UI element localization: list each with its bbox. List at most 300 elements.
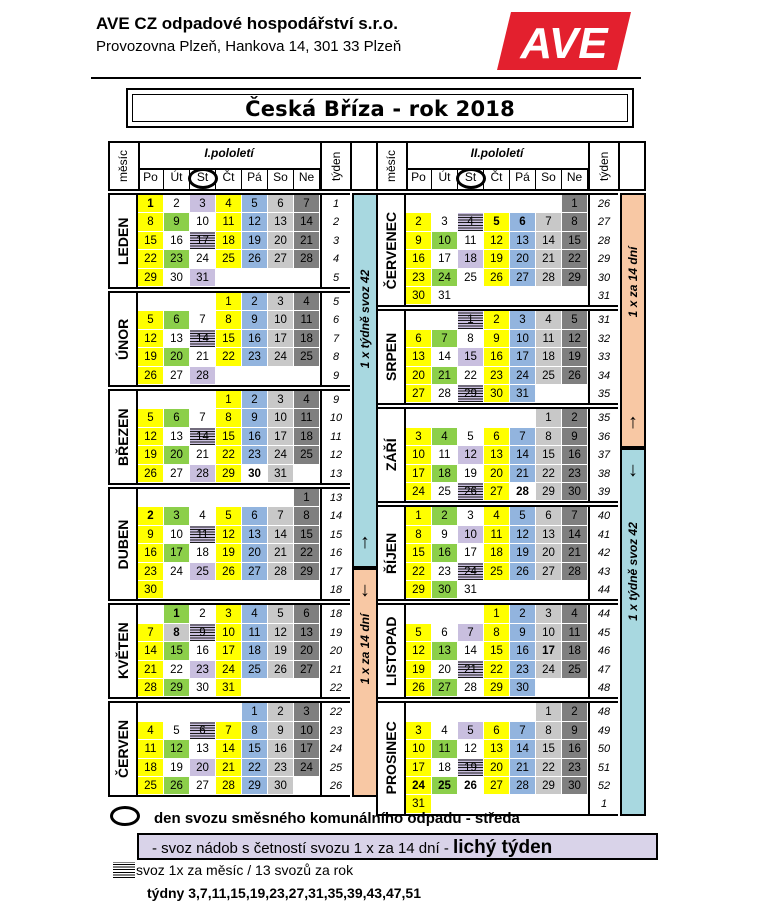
day-cell: 12 xyxy=(510,526,536,544)
day-cell: 26 xyxy=(216,563,242,581)
day-cell: 28 xyxy=(510,483,536,501)
day-cell: 21 xyxy=(458,661,484,679)
day-cell: 11 xyxy=(242,624,268,642)
day-cell: 4 xyxy=(458,213,484,231)
day-cell: 31 xyxy=(268,465,294,483)
day-cell: 15 xyxy=(294,526,320,544)
day-cell: 23 xyxy=(242,348,268,366)
wednesday-ring xyxy=(456,168,486,189)
month-name: LEDEN xyxy=(115,217,131,265)
day-header-6: So xyxy=(268,169,294,189)
week-number: 32 xyxy=(588,330,618,348)
week-number: 41 xyxy=(588,526,618,544)
day-cell: 16 xyxy=(510,642,536,660)
day-cell: 5 xyxy=(562,311,588,329)
day-cell: 17 xyxy=(406,759,432,777)
week-number: 36 xyxy=(588,428,618,446)
day-cell: 4 xyxy=(242,605,268,623)
day-cell: 17 xyxy=(406,465,432,483)
day-cell: 7 xyxy=(268,507,294,525)
frequency-band-label: 1 x týdně svoz 42 xyxy=(626,522,640,622)
day-cell: 22 xyxy=(458,367,484,385)
week-column-header: týden xyxy=(329,151,343,181)
day-cell: 15 xyxy=(484,642,510,660)
day-cell: 26 xyxy=(138,465,164,483)
day-cell: 10 xyxy=(406,740,432,758)
day-cell: 22 xyxy=(242,759,268,777)
day-cell: 7 xyxy=(294,195,320,213)
week-number: 6 xyxy=(320,311,350,329)
month-name: BŘEZEN xyxy=(115,408,131,466)
day-cell: 3 xyxy=(294,703,320,721)
month-column-header: měsíc xyxy=(384,150,398,183)
day-cell: 3 xyxy=(164,507,190,525)
day-cell: 25 xyxy=(138,777,164,795)
day-cell: 3 xyxy=(458,507,484,525)
day-cell: 8 xyxy=(294,507,320,525)
day-cell: 7 xyxy=(562,507,588,525)
day-cell: 27 xyxy=(432,679,458,697)
week-number: 18 xyxy=(320,581,350,599)
frequency-arrow-icon: ↓ xyxy=(360,578,370,601)
day-cell: 18 xyxy=(138,759,164,777)
frequency-band-label: 1 x za 14 dní xyxy=(358,613,372,685)
week-column-header: týden xyxy=(597,151,611,181)
frequency-arrow-icon: ↑ xyxy=(360,530,370,553)
day-cell: 20 xyxy=(164,446,190,464)
day-cell: 10 xyxy=(294,722,320,740)
empty-cell xyxy=(242,581,268,599)
week-number: 7 xyxy=(320,330,350,348)
empty-cell xyxy=(138,293,164,311)
empty-cell xyxy=(406,703,432,721)
week-number: 52 xyxy=(588,777,618,795)
week-number: 35 xyxy=(588,385,618,403)
day-cell: 21 xyxy=(190,348,216,366)
day-cell: 8 xyxy=(536,722,562,740)
day-cell: 6 xyxy=(242,507,268,525)
day-cell: 26 xyxy=(458,777,484,795)
empty-cell xyxy=(216,581,242,599)
day-cell: 14 xyxy=(294,213,320,231)
day-cell: 28 xyxy=(190,367,216,385)
day-cell: 24 xyxy=(294,759,320,777)
day-cell: 30 xyxy=(562,777,588,795)
day-cell: 27 xyxy=(294,661,320,679)
empty-cell xyxy=(458,409,484,427)
day-cell: 10 xyxy=(164,526,190,544)
day-cell: 21 xyxy=(562,544,588,562)
day-cell: 16 xyxy=(268,740,294,758)
week-number: 15 xyxy=(320,526,350,544)
day-cell: 5 xyxy=(406,624,432,642)
day-cell: 28 xyxy=(268,563,294,581)
day-cell: 24 xyxy=(268,348,294,366)
day-cell: 8 xyxy=(216,311,242,329)
day-cell: 13 xyxy=(484,740,510,758)
day-cell: 22 xyxy=(164,661,190,679)
day-cell: 3 xyxy=(432,213,458,231)
day-cell: 12 xyxy=(406,642,432,660)
day-cell: 6 xyxy=(432,624,458,642)
week-number: 48 xyxy=(588,703,618,721)
day-cell: 16 xyxy=(138,544,164,562)
day-cell: 24 xyxy=(406,483,432,501)
week-number: 29 xyxy=(588,250,618,268)
day-cell: 5 xyxy=(164,722,190,740)
day-cell: 27 xyxy=(242,563,268,581)
day-cell: 19 xyxy=(164,759,190,777)
empty-cell xyxy=(406,605,432,623)
day-cell: 7 xyxy=(138,624,164,642)
empty-cell xyxy=(458,703,484,721)
day-cell: 13 xyxy=(164,428,190,446)
day-cell: 18 xyxy=(484,544,510,562)
week-number: 51 xyxy=(588,759,618,777)
day-cell: 3 xyxy=(510,311,536,329)
empty-cell xyxy=(268,489,294,507)
day-cell: 4 xyxy=(432,428,458,446)
day-cell: 18 xyxy=(562,642,588,660)
day-cell: 11 xyxy=(484,526,510,544)
frequency-band-label: 1 x týdně svoz 42 xyxy=(358,269,372,369)
day-cell: 20 xyxy=(164,348,190,366)
day-cell: 20 xyxy=(268,232,294,250)
day-cell: 4 xyxy=(432,722,458,740)
day-cell: 9 xyxy=(242,409,268,427)
day-cell: 12 xyxy=(562,330,588,348)
empty-cell xyxy=(138,605,164,623)
day-cell: 21 xyxy=(138,661,164,679)
day-cell: 31 xyxy=(432,287,458,305)
day-cell: 21 xyxy=(510,465,536,483)
day-cell: 23 xyxy=(562,759,588,777)
day-cell: 22 xyxy=(406,563,432,581)
day-cell: 25 xyxy=(216,250,242,268)
day-cell: 16 xyxy=(432,544,458,562)
week-number: 37 xyxy=(588,446,618,464)
day-cell: 2 xyxy=(562,703,588,721)
day-cell: 3 xyxy=(268,391,294,409)
day-cell: 1 xyxy=(216,293,242,311)
week-number: 27 xyxy=(588,213,618,231)
week-number: 8 xyxy=(320,348,350,366)
day-cell: 17 xyxy=(294,740,320,758)
day-cell: 8 xyxy=(138,213,164,231)
day-cell: 9 xyxy=(484,330,510,348)
day-cell: 17 xyxy=(268,428,294,446)
day-cell: 27 xyxy=(510,269,536,287)
day-cell: 5 xyxy=(242,195,268,213)
day-cell: 3 xyxy=(190,195,216,213)
day-cell: 29 xyxy=(536,777,562,795)
day-cell: 25 xyxy=(242,661,268,679)
day-cell: 12 xyxy=(458,740,484,758)
month-name: ŘÍJEN xyxy=(383,532,399,575)
day-cell: 8 xyxy=(164,624,190,642)
month-name: SRPEN xyxy=(383,333,399,382)
empty-cell xyxy=(242,679,268,697)
day-cell: 1 xyxy=(562,195,588,213)
day-cell: 20 xyxy=(242,544,268,562)
day-cell: 30 xyxy=(268,777,294,795)
empty-cell xyxy=(190,293,216,311)
week-number: 22 xyxy=(320,703,350,721)
day-cell: 6 xyxy=(164,409,190,427)
day-cell: 22 xyxy=(216,348,242,366)
day-cell: 15 xyxy=(164,642,190,660)
empty-cell xyxy=(562,287,588,305)
day-cell: 21 xyxy=(432,367,458,385)
week-number: 13 xyxy=(320,489,350,507)
empty-cell xyxy=(510,409,536,427)
day-cell: 3 xyxy=(406,428,432,446)
day-cell: 4 xyxy=(294,293,320,311)
day-cell: 7 xyxy=(190,311,216,329)
week-number: 4 xyxy=(320,250,350,268)
frequency-band-label: 1 x za 14 dní xyxy=(626,246,640,318)
day-cell: 13 xyxy=(164,330,190,348)
day-cell: 25 xyxy=(294,446,320,464)
day-cell: 22 xyxy=(536,759,562,777)
day-cell: 20 xyxy=(484,759,510,777)
day-cell: 20 xyxy=(510,250,536,268)
day-cell: 9 xyxy=(242,311,268,329)
day-cell: 1 xyxy=(242,703,268,721)
day-cell: 27 xyxy=(484,483,510,501)
day-cell: 12 xyxy=(242,213,268,231)
day-cell: 19 xyxy=(406,661,432,679)
header-divider xyxy=(91,77,641,79)
day-cell: 21 xyxy=(190,446,216,464)
day-cell: 3 xyxy=(216,605,242,623)
week-number: 34 xyxy=(588,367,618,385)
empty-cell xyxy=(458,287,484,305)
day-cell: 31 xyxy=(458,581,484,599)
day-cell: 24 xyxy=(190,250,216,268)
day-cell: 3 xyxy=(406,722,432,740)
day-header-7: Ne xyxy=(294,169,320,189)
empty-cell xyxy=(294,581,320,599)
day-cell: 17 xyxy=(268,330,294,348)
day-cell: 23 xyxy=(242,446,268,464)
day-cell: 6 xyxy=(268,195,294,213)
day-cell: 28 xyxy=(190,465,216,483)
day-header-3: St xyxy=(458,169,484,189)
day-cell: 1 xyxy=(164,605,190,623)
day-cell: 4 xyxy=(562,605,588,623)
day-cell: 4 xyxy=(484,507,510,525)
frequency-arrow-icon: ↓ xyxy=(628,459,638,482)
day-cell: 21 xyxy=(294,232,320,250)
day-cell: 12 xyxy=(268,624,294,642)
empty-cell xyxy=(484,703,510,721)
week-number: 28 xyxy=(588,232,618,250)
ave-logo xyxy=(497,12,631,70)
day-cell: 18 xyxy=(190,544,216,562)
day-cell: 2 xyxy=(164,195,190,213)
day-cell: 9 xyxy=(406,232,432,250)
day-cell: 30 xyxy=(190,679,216,697)
header-divider xyxy=(618,141,620,191)
week-number: 38 xyxy=(588,465,618,483)
day-cell: 14 xyxy=(268,526,294,544)
day-cell: 25 xyxy=(536,367,562,385)
day-cell: 22 xyxy=(294,544,320,562)
day-cell: 9 xyxy=(562,722,588,740)
empty-cell xyxy=(294,269,320,287)
day-cell: 2 xyxy=(510,605,536,623)
day-cell: 9 xyxy=(164,213,190,231)
day-cell: 25 xyxy=(432,777,458,795)
week-number: 49 xyxy=(588,722,618,740)
week-number: 5 xyxy=(320,269,350,287)
empty-cell xyxy=(432,605,458,623)
day-cell: 26 xyxy=(484,269,510,287)
day-cell: 8 xyxy=(562,213,588,231)
empty-cell xyxy=(242,489,268,507)
empty-cell xyxy=(138,391,164,409)
day-cell: 26 xyxy=(164,777,190,795)
day-cell: 6 xyxy=(484,428,510,446)
month-column-header: měsíc xyxy=(116,150,130,183)
day-cell: 2 xyxy=(242,391,268,409)
day-header-1: Po xyxy=(406,169,432,189)
day-cell: 22 xyxy=(562,250,588,268)
month-name: LISTOPAD xyxy=(383,616,399,687)
empty-cell xyxy=(562,385,588,403)
day-cell: 30 xyxy=(406,287,432,305)
day-cell: 2 xyxy=(432,507,458,525)
day-cell: 9 xyxy=(432,526,458,544)
day-cell: 6 xyxy=(484,722,510,740)
day-cell: 29 xyxy=(484,679,510,697)
week-number: 9 xyxy=(320,391,350,409)
empty-cell xyxy=(484,409,510,427)
day-cell: 6 xyxy=(294,605,320,623)
day-cell: 1 xyxy=(536,409,562,427)
empty-cell xyxy=(484,287,510,305)
day-cell: 10 xyxy=(432,232,458,250)
day-cell: 30 xyxy=(138,581,164,599)
week-number: 44 xyxy=(588,581,618,599)
day-cell: 6 xyxy=(164,311,190,329)
day-cell: 21 xyxy=(268,544,294,562)
week-number: 44 xyxy=(588,605,618,623)
week-number: 16 xyxy=(320,544,350,562)
wednesday-ring xyxy=(188,168,218,189)
day-cell: 3 xyxy=(268,293,294,311)
day-header-3: St xyxy=(190,169,216,189)
day-cell: 15 xyxy=(242,740,268,758)
day-header-6: So xyxy=(536,169,562,189)
frequency-arrow-icon: ↑ xyxy=(628,411,638,434)
day-cell: 16 xyxy=(190,642,216,660)
week-number: 47 xyxy=(588,661,618,679)
day-cell: 17 xyxy=(536,642,562,660)
day-cell: 30 xyxy=(510,679,536,697)
empty-cell xyxy=(536,581,562,599)
day-cell: 12 xyxy=(138,330,164,348)
day-header-1: Po xyxy=(138,169,164,189)
empty-cell xyxy=(164,293,190,311)
day-cell: 12 xyxy=(484,232,510,250)
day-cell: 25 xyxy=(432,483,458,501)
day-cell: 27 xyxy=(190,777,216,795)
day-cell: 13 xyxy=(406,348,432,366)
day-cell: 18 xyxy=(432,465,458,483)
day-cell: 4 xyxy=(294,391,320,409)
legend-ring-text: den svozu směsného komunálního odpadu - středa xyxy=(154,810,520,827)
day-cell: 13 xyxy=(510,232,536,250)
week-number: 22 xyxy=(320,679,350,697)
month-name: PROSINEC xyxy=(383,722,399,796)
day-cell: 22 xyxy=(216,446,242,464)
week-number: 2 xyxy=(320,213,350,231)
day-cell: 9 xyxy=(268,722,294,740)
day-cell: 29 xyxy=(294,563,320,581)
empty-cell xyxy=(484,581,510,599)
day-header-2: Út xyxy=(164,169,190,189)
day-cell: 16 xyxy=(562,446,588,464)
day-cell: 8 xyxy=(216,409,242,427)
day-cell: 1 xyxy=(294,489,320,507)
week-number: 21 xyxy=(320,661,350,679)
day-cell: 16 xyxy=(242,428,268,446)
day-cell: 7 xyxy=(510,428,536,446)
day-cell: 30 xyxy=(484,385,510,403)
day-cell: 27 xyxy=(164,367,190,385)
day-cell: 17 xyxy=(190,232,216,250)
day-cell: 7 xyxy=(190,409,216,427)
day-cell: 6 xyxy=(190,722,216,740)
day-cell: 16 xyxy=(406,250,432,268)
week-number: 1 xyxy=(320,195,350,213)
day-cell: 2 xyxy=(562,409,588,427)
day-header-4: Čt xyxy=(484,169,510,189)
day-cell: 26 xyxy=(242,250,268,268)
empty-cell xyxy=(406,409,432,427)
day-cell: 26 xyxy=(458,483,484,501)
empty-cell xyxy=(190,391,216,409)
day-cell: 11 xyxy=(294,311,320,329)
empty-cell xyxy=(458,605,484,623)
half-title: II.pololetí xyxy=(470,146,524,160)
week-number: 42 xyxy=(588,544,618,562)
company-address: Provozovna Plzeň, Hankova 14, 301 33 Plzeň xyxy=(96,38,402,55)
day-cell: 30 xyxy=(164,269,190,287)
day-header-5: Pá xyxy=(510,169,536,189)
day-cell: 23 xyxy=(406,269,432,287)
day-cell: 28 xyxy=(294,250,320,268)
day-cell: 28 xyxy=(562,563,588,581)
day-cell: 4 xyxy=(138,722,164,740)
empty-cell xyxy=(510,703,536,721)
empty-cell xyxy=(216,489,242,507)
day-cell: 9 xyxy=(510,624,536,642)
day-cell: 15 xyxy=(458,348,484,366)
empty-cell xyxy=(268,581,294,599)
day-cell: 12 xyxy=(164,740,190,758)
day-cell: 30 xyxy=(562,483,588,501)
half-title: I.pololetí xyxy=(204,146,254,160)
day-cell: 25 xyxy=(458,269,484,287)
day-cell: 24 xyxy=(164,563,190,581)
week-number: 3 xyxy=(320,232,350,250)
day-cell: 20 xyxy=(536,544,562,562)
day-cell: 8 xyxy=(406,526,432,544)
day-cell: 1 xyxy=(536,703,562,721)
